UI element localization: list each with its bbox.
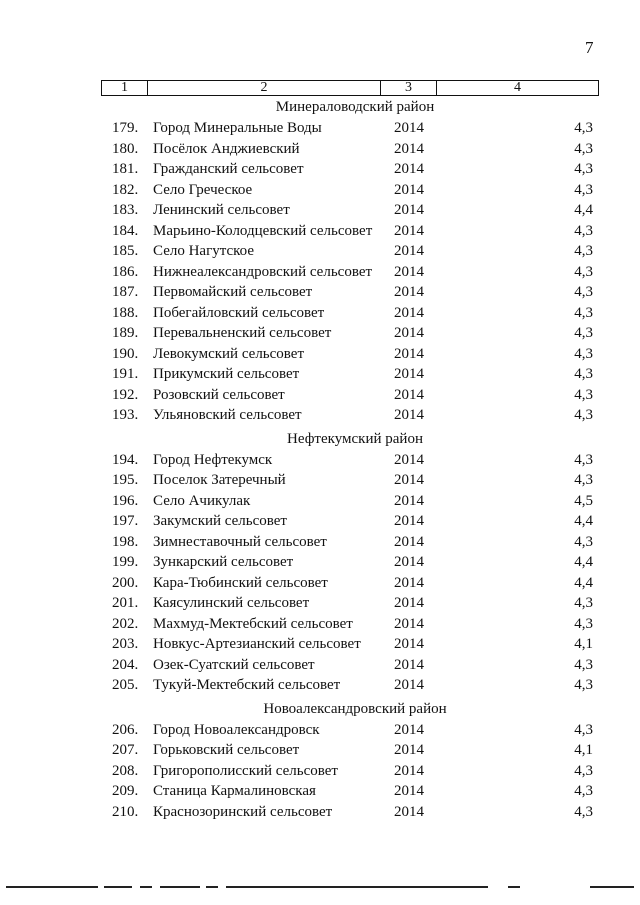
row-number: 183. (112, 202, 139, 218)
row-year: 2014 (394, 345, 424, 362)
row-value: 4,3 (574, 762, 593, 779)
row-value: 4,3 (574, 407, 593, 423)
row-year: 2014 (394, 615, 424, 632)
table-row (0, 139, 640, 160)
table-body (0, 96, 640, 824)
column-header-1: 1 (102, 81, 148, 95)
row-year: 2014 (394, 284, 424, 300)
table-row (0, 323, 640, 344)
row-year: 2014 (394, 721, 424, 738)
row-name: Озек-Суатский сельсовет (153, 656, 315, 673)
table-row (0, 614, 640, 635)
row-number: 208. (112, 762, 139, 779)
table-row (0, 720, 640, 741)
row-number: 205. (112, 677, 139, 693)
row-value: 4,3 (574, 615, 593, 632)
row-number: 197. (112, 513, 139, 529)
row-year: 2014 (394, 386, 424, 403)
row-name: Левокумский сельсовет (153, 345, 305, 362)
column-header-table (101, 80, 599, 96)
table-row (0, 385, 640, 406)
table-row (0, 405, 640, 426)
row-name: Зимнеставочный сельсовет (153, 533, 327, 550)
row-name: Станица Кармалиновская (153, 783, 316, 799)
row-name: Село Нагутское (153, 243, 254, 259)
row-number: 198. (112, 533, 139, 550)
row-value: 4,3 (574, 721, 593, 738)
row-year: 2014 (394, 783, 424, 799)
row-name: Нижнеалександровский сельсовет (153, 263, 373, 280)
row-value: 4,3 (574, 325, 593, 341)
table-row (0, 552, 640, 573)
section-gap (0, 822, 640, 824)
column-header-4: 4 (514, 80, 521, 95)
table-row (0, 200, 640, 221)
table-row (0, 180, 640, 201)
row-number: 201. (112, 595, 139, 611)
row-value: 4,1 (574, 636, 593, 652)
row-year: 2014 (394, 636, 424, 652)
table-row (0, 740, 640, 761)
table-row (0, 655, 640, 676)
row-name: Горьковский сельсовет (153, 742, 300, 758)
row-name: Розовский сельсовет (153, 386, 285, 403)
row-name: Город Минеральные Воды (153, 120, 322, 136)
row-year: 2014 (394, 677, 424, 693)
row-name: Первомайский сельсовет (153, 284, 313, 300)
row-year: 2014 (394, 222, 424, 239)
row-name: Кара-Тюбинский сельсовет (153, 574, 328, 591)
row-year: 2014 (394, 533, 424, 550)
row-name: Ульяновский сельсовет (153, 407, 302, 423)
row-number: 188. (112, 304, 139, 321)
row-year: 2014 (394, 140, 424, 157)
row-value: 4,4 (574, 554, 593, 570)
row-value: 4,4 (574, 574, 593, 591)
table-row (0, 761, 640, 782)
row-value: 4,3 (574, 345, 593, 362)
table-row (0, 781, 640, 802)
footer-rule (0, 886, 640, 889)
row-year: 2014 (394, 181, 424, 198)
section-title: Нефтекумский район (287, 430, 423, 447)
row-name: Махмуд-Мектебский сельсовет (153, 615, 353, 632)
row-value: 4,1 (574, 742, 593, 758)
row-name: Город Нефтекумск (153, 451, 273, 468)
row-year: 2014 (394, 451, 424, 468)
section-title: Минераловодский район (275, 99, 435, 115)
row-number: 184. (112, 222, 139, 239)
row-number: 181. (112, 161, 139, 177)
row-value: 4,3 (574, 366, 593, 382)
table-row (0, 221, 640, 242)
table-row (0, 450, 640, 471)
row-year: 2014 (394, 492, 424, 509)
row-number: 210. (112, 803, 139, 820)
row-value: 4,5 (574, 492, 593, 509)
row-value: 4,4 (574, 202, 593, 218)
row-value: 4,3 (574, 783, 593, 799)
row-number: 190. (112, 345, 139, 362)
row-value: 4,3 (574, 181, 593, 198)
row-value: 4,3 (574, 656, 593, 673)
table-row (0, 634, 640, 655)
row-value: 4,3 (574, 386, 593, 403)
table-row (0, 159, 640, 180)
table-row (0, 262, 640, 283)
row-number: 182. (112, 181, 139, 198)
row-year: 2014 (394, 202, 424, 218)
row-name: Село Греческое (153, 181, 253, 198)
row-number: 185. (112, 243, 139, 259)
row-value: 4,3 (574, 595, 593, 611)
row-year: 2014 (394, 574, 424, 591)
row-value: 4,3 (574, 677, 593, 693)
row-name: Прикумский сельсовет (153, 366, 300, 382)
row-value: 4,4 (574, 513, 593, 529)
row-year: 2014 (394, 472, 424, 488)
row-name: Новкус-Артезианский сельсовет (153, 636, 361, 652)
row-year: 2014 (394, 513, 424, 529)
row-year: 2014 (394, 243, 424, 259)
column-header-3: 3 (381, 81, 437, 95)
column-header-2: 2 (148, 81, 381, 95)
row-year: 2014 (394, 656, 424, 673)
row-number: 207. (112, 742, 139, 758)
row-name: Город Новоалександровск (153, 721, 320, 738)
row-value: 4,3 (574, 222, 593, 239)
row-year: 2014 (394, 304, 424, 321)
table-row (0, 573, 640, 594)
row-name: Побегайловский сельсовет (153, 304, 325, 321)
row-name: Григорополисский сельсовет (153, 762, 338, 779)
row-number: 206. (112, 721, 139, 738)
row-value: 4,3 (574, 263, 593, 280)
page-number: 7 (585, 38, 594, 57)
row-name: Поселок Затеречный (153, 472, 286, 488)
row-number: 193. (112, 407, 139, 423)
section-title: Новоалександровский район (263, 700, 447, 717)
row-number: 199. (112, 554, 139, 570)
table-row (0, 675, 640, 696)
row-number: 209. (112, 783, 139, 799)
row-number: 186. (112, 263, 139, 280)
table-row (0, 802, 640, 823)
row-number: 200. (112, 574, 139, 591)
row-name: Тукуй-Мектебский сельсовет (153, 677, 341, 693)
table-row (0, 303, 640, 324)
row-year: 2014 (394, 762, 424, 779)
table-row (0, 118, 640, 139)
row-number: 180. (112, 140, 139, 157)
row-number: 195. (112, 472, 139, 488)
table-row (0, 511, 640, 532)
row-value: 4,3 (574, 120, 593, 136)
row-name: Краснозоринский сельсовет (153, 803, 333, 820)
row-year: 2014 (394, 325, 424, 341)
row-number: 187. (112, 284, 139, 300)
row-value: 4,3 (574, 803, 593, 820)
row-number: 203. (112, 636, 139, 652)
table-row (0, 491, 640, 512)
row-number: 202. (112, 615, 139, 632)
row-number: 204. (112, 656, 139, 673)
row-name: Зункарский сельсовет (153, 554, 294, 570)
row-name: Ленинский сельсовет (153, 202, 290, 218)
row-name: Каясулинский сельсовет (153, 595, 310, 611)
row-number: 189. (112, 325, 139, 341)
table-row (0, 532, 640, 553)
row-name: Гражданский сельсовет (153, 161, 304, 177)
row-name: Перевальненский сельсовет (153, 325, 332, 341)
row-name: Посёлок Анджиевский (153, 140, 300, 157)
table-row (0, 364, 640, 385)
row-name: Село Ачикулак (153, 492, 251, 509)
table-row (0, 344, 640, 365)
row-year: 2014 (394, 120, 424, 136)
row-year: 2014 (394, 263, 424, 280)
row-number: 194. (112, 451, 139, 468)
row-number: 179. (112, 120, 139, 136)
table-row (0, 470, 640, 491)
row-number: 192. (112, 386, 139, 403)
row-number: 191. (112, 366, 139, 382)
row-value: 4,3 (574, 243, 593, 259)
row-year: 2014 (394, 407, 424, 423)
row-value: 4,3 (574, 304, 593, 321)
row-value: 4,3 (574, 284, 593, 300)
row-year: 2014 (394, 161, 424, 177)
row-year: 2014 (394, 595, 424, 611)
row-year: 2014 (394, 803, 424, 820)
row-number: 196. (112, 492, 139, 509)
row-value: 4,3 (574, 472, 593, 488)
row-year: 2014 (394, 554, 424, 570)
row-value: 4,3 (574, 161, 593, 177)
row-value: 4,3 (574, 451, 593, 468)
row-value: 4,3 (574, 140, 593, 157)
table-row (0, 593, 640, 614)
table-row (0, 282, 640, 303)
table-row (0, 241, 640, 262)
row-name: Закумский сельсовет (153, 513, 287, 529)
row-year: 2014 (394, 742, 424, 758)
row-value: 4,3 (574, 533, 593, 550)
row-name: Марьино-Колодцевский сельсовет (153, 222, 373, 239)
row-year: 2014 (394, 366, 424, 382)
